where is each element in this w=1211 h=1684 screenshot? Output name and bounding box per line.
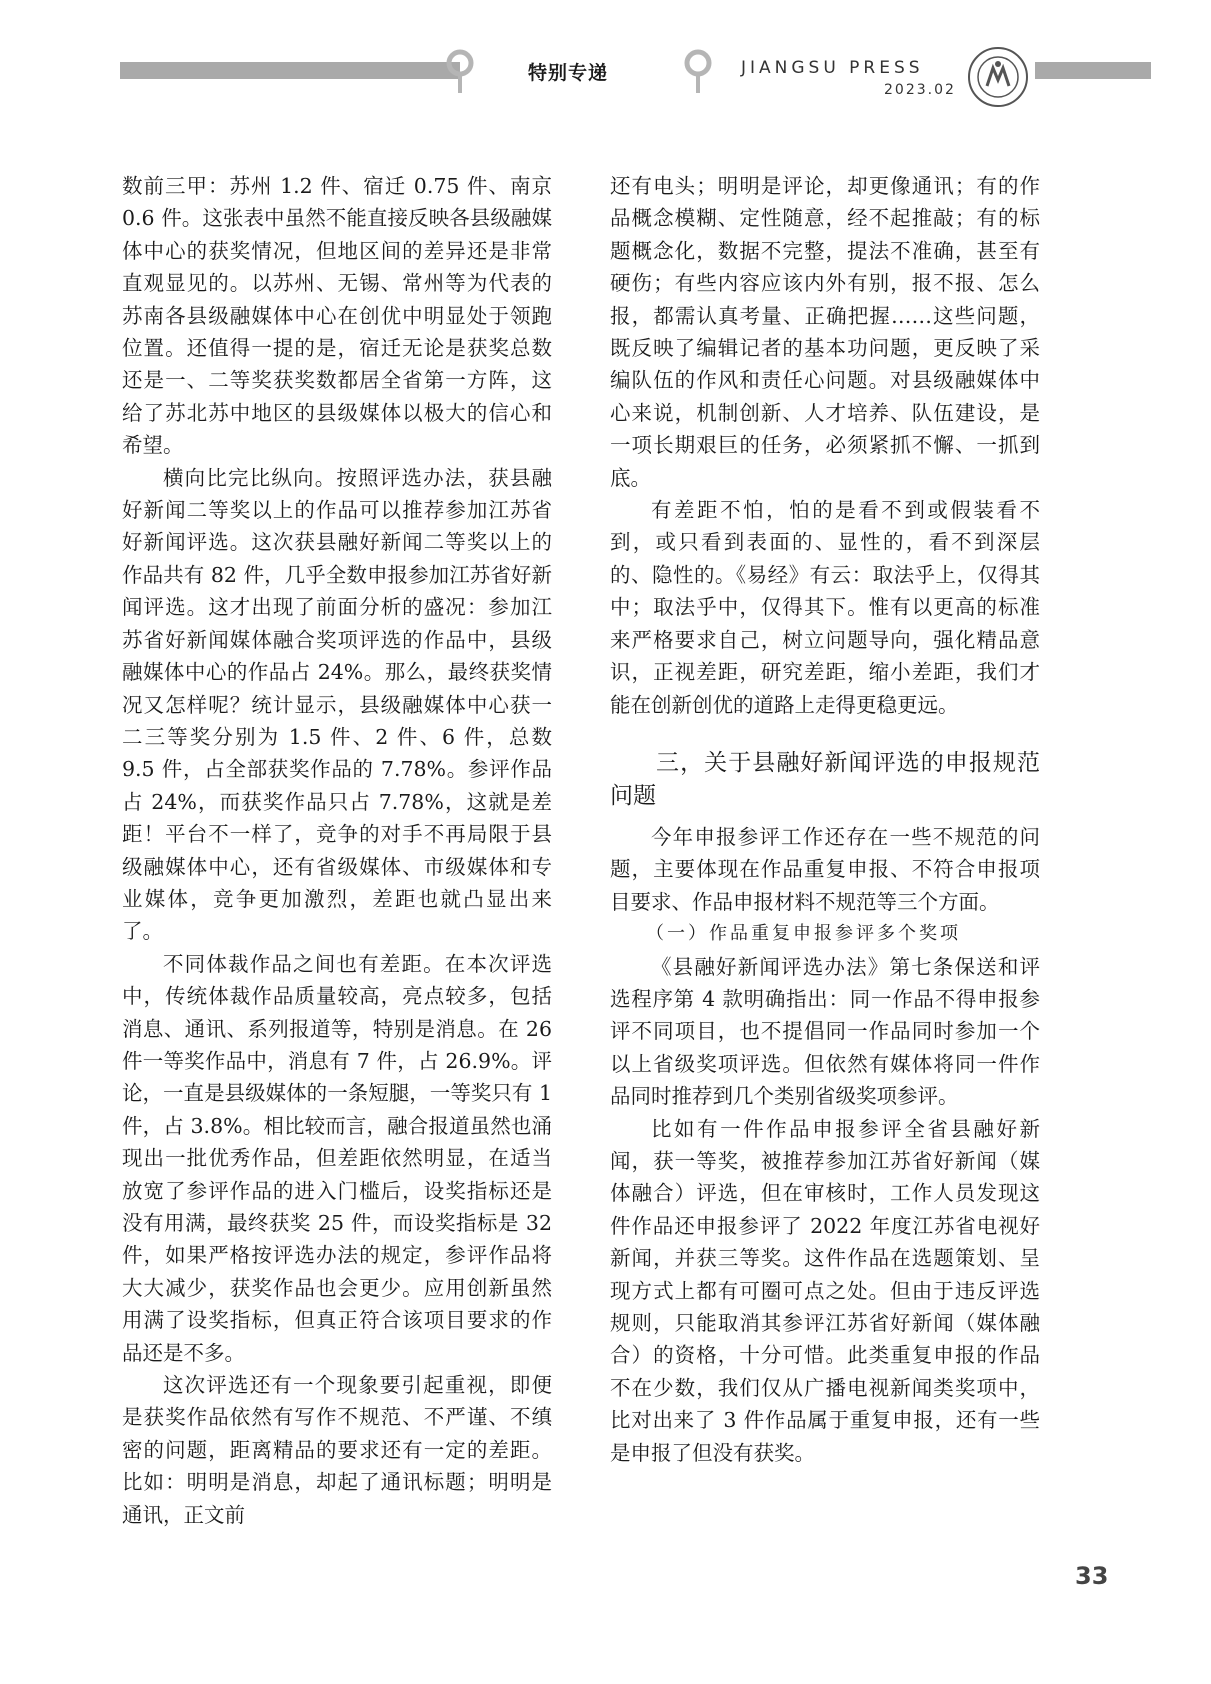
paragraph: 有差距不怕，怕的是看不到或假装看不到，或只看到表面的、显性的，看不到深层的、隐性的。《易经》有云：取法乎上，仅得其中；取法乎中，仅得其下。惟有以更高的标准来严格要求自己，树立问题导向，强化精品意识，正视差距，研究差距，缩小差距，我们才能在创新创优的道路上走得更稳更远。 [610,498,1040,717]
page-number: 33 [1075,1562,1109,1590]
header-bar-left [120,62,460,79]
paragraph: 比如有一件作品申报参评全省县融好新闻，获一等奖，被推荐参加江苏省好新闻（媒体融合）评选，但在审核时，工作人员发现这件作品还申报参评了 2022 年度江苏省电视好新闻，并获三等奖。这件作品在选题策划、呈现方式上都有可圈可点之处。但由于违反评选规则，只能取消其参评江苏省好新闻（媒体融合）的资格，十分可惜。此类重复申报的作品不在少数，我们仅从广播电视新闻类奖项中，比对出来了 3 件作品属于重复申报，还有一些是申报了但没有获奖。 [610,1116,1040,1465]
header-bar-right [1035,62,1151,79]
subheading: （一）作品重复申报参评多个奖项 [646,923,961,945]
left-column [122,170,552,1531]
paragraph: 这次评选还有一个现象要引起重视，即便是获奖作品依然有写作不规范、不严谨、不缜密的问题，距离精品的要求还有一定的差距。比如：明明是消息，却起了通讯标题；明明是通讯，正文前 [122,1373,552,1527]
paragraph: 《县融好新闻评选办法》第七条保送和评选程序第 4 款明确指出：同一作品不得申报参评不同项目，也不提倡同一作品同时参加一个以上省级奖项评选。但依然有媒体将同一件作品同时推荐到几个类别省级奖项参评。 [610,954,1040,1109]
map-pin-icon [683,49,713,95]
paragraph: 还有电头；明明是评论，却更像通讯；有的作品概念模糊、定性随意，经不起推敲；有的标题概念化，数据不完整，提法不准确，甚至有硬伤；有些内容应该内外有别，报不报、怎么报，都需认真考量、正确把握……这些问题，既反映了编辑记者的基本功问题，更反映了采编队伍的作风和责任心问题。对县级融媒体中心来说，机制创新、人才培养、队伍建设，是一项长期艰巨的任务，必须紧抓不懈、一抓到底。 [610,174,1040,490]
right-column [610,170,1040,1469]
section-title: 特别专递 [528,62,609,84]
paragraph: 数前三甲：苏州 1.2 件、宿迁 0.75 件、南京 0.6 件。这张表中虽然不能直接反映各县级融媒体中心的获奖情况，但地区间的差异还是非常直观显见的。以苏州、无锡、常州等为代表的苏南各县级融媒体中心在创优中明显处于领跑位置。还值得一提的是，宿迁无论是获奖总数还是一、二等奖获奖数都居全省第一方阵，这给了苏北苏中地区的县级媒体以极大的信心和希望。 [122,174,552,458]
association-seal-logo [967,46,1029,108]
paragraph: 今年申报参评工作还存在一些不规范的问题，主要体现在作品重复申报、不符合申报项目要求、作品申报材料不规范等三个方面。 [610,824,1040,914]
section-heading: 三，关于县融好新闻评选的申报规范问题 [610,749,1040,809]
paragraph: 不同体裁作品之间也有差距。在本次评选中，传统体裁作品质量较高，亮点较多，包括消息、通讯、系列报道等，特别是消息。在 26 件一等奖作品中，消息有 7 件，占 26.9%。评论，一直是县级媒体的一条短腿，一等奖只有 1 件，占 3.8%。相比较而言，融合报道虽然也涌现出一批优秀作品，但差距依然明显，在适当放宽了参评作品的进入门槛后，设奖指标还是没有用满，最终获奖 25 件，而设奖指标是 32 件，如果严格按评选办法的规定，参评作品将大大减少，获奖作品也会更少。应用创新虽然用满了设奖指标，但真正符合该项目要求的作品还是不多。 [122,951,552,1365]
paragraph: 横向比完比纵向。按照评选办法，获县融好新闻二等奖以上的作品可以推荐参加江苏省好新闻评选。这次获县融好新闻二等奖以上的作品共有 82 件，几乎全数申报参加江苏省好新闻评选。这才出现了前面分析的盛况：参加江苏省好新闻媒体融合奖项评选的作品中，县级融媒体中心的作品占 24%。那么，最终获奖情况又怎样呢？统计显示，县级融媒体中心获一二三等奖分别为 1.5 件、2 件、6 件，总数 9.5 件，占全部获奖作品的 7.78%。参评作品占 24%，而获奖作品只占 7.78%，这就是差距！平台不一样了，竞争的对手不再局限于县级融媒体中心，还有省级媒体、市级媒体和专业媒体，竞争更加激烈，差距也就凸显出来了。 [122,465,552,944]
magazine-name: JIANGSU PRESS [741,58,924,78]
map-pin-icon [445,49,475,95]
issue-number: 2023.02 [884,82,956,98]
